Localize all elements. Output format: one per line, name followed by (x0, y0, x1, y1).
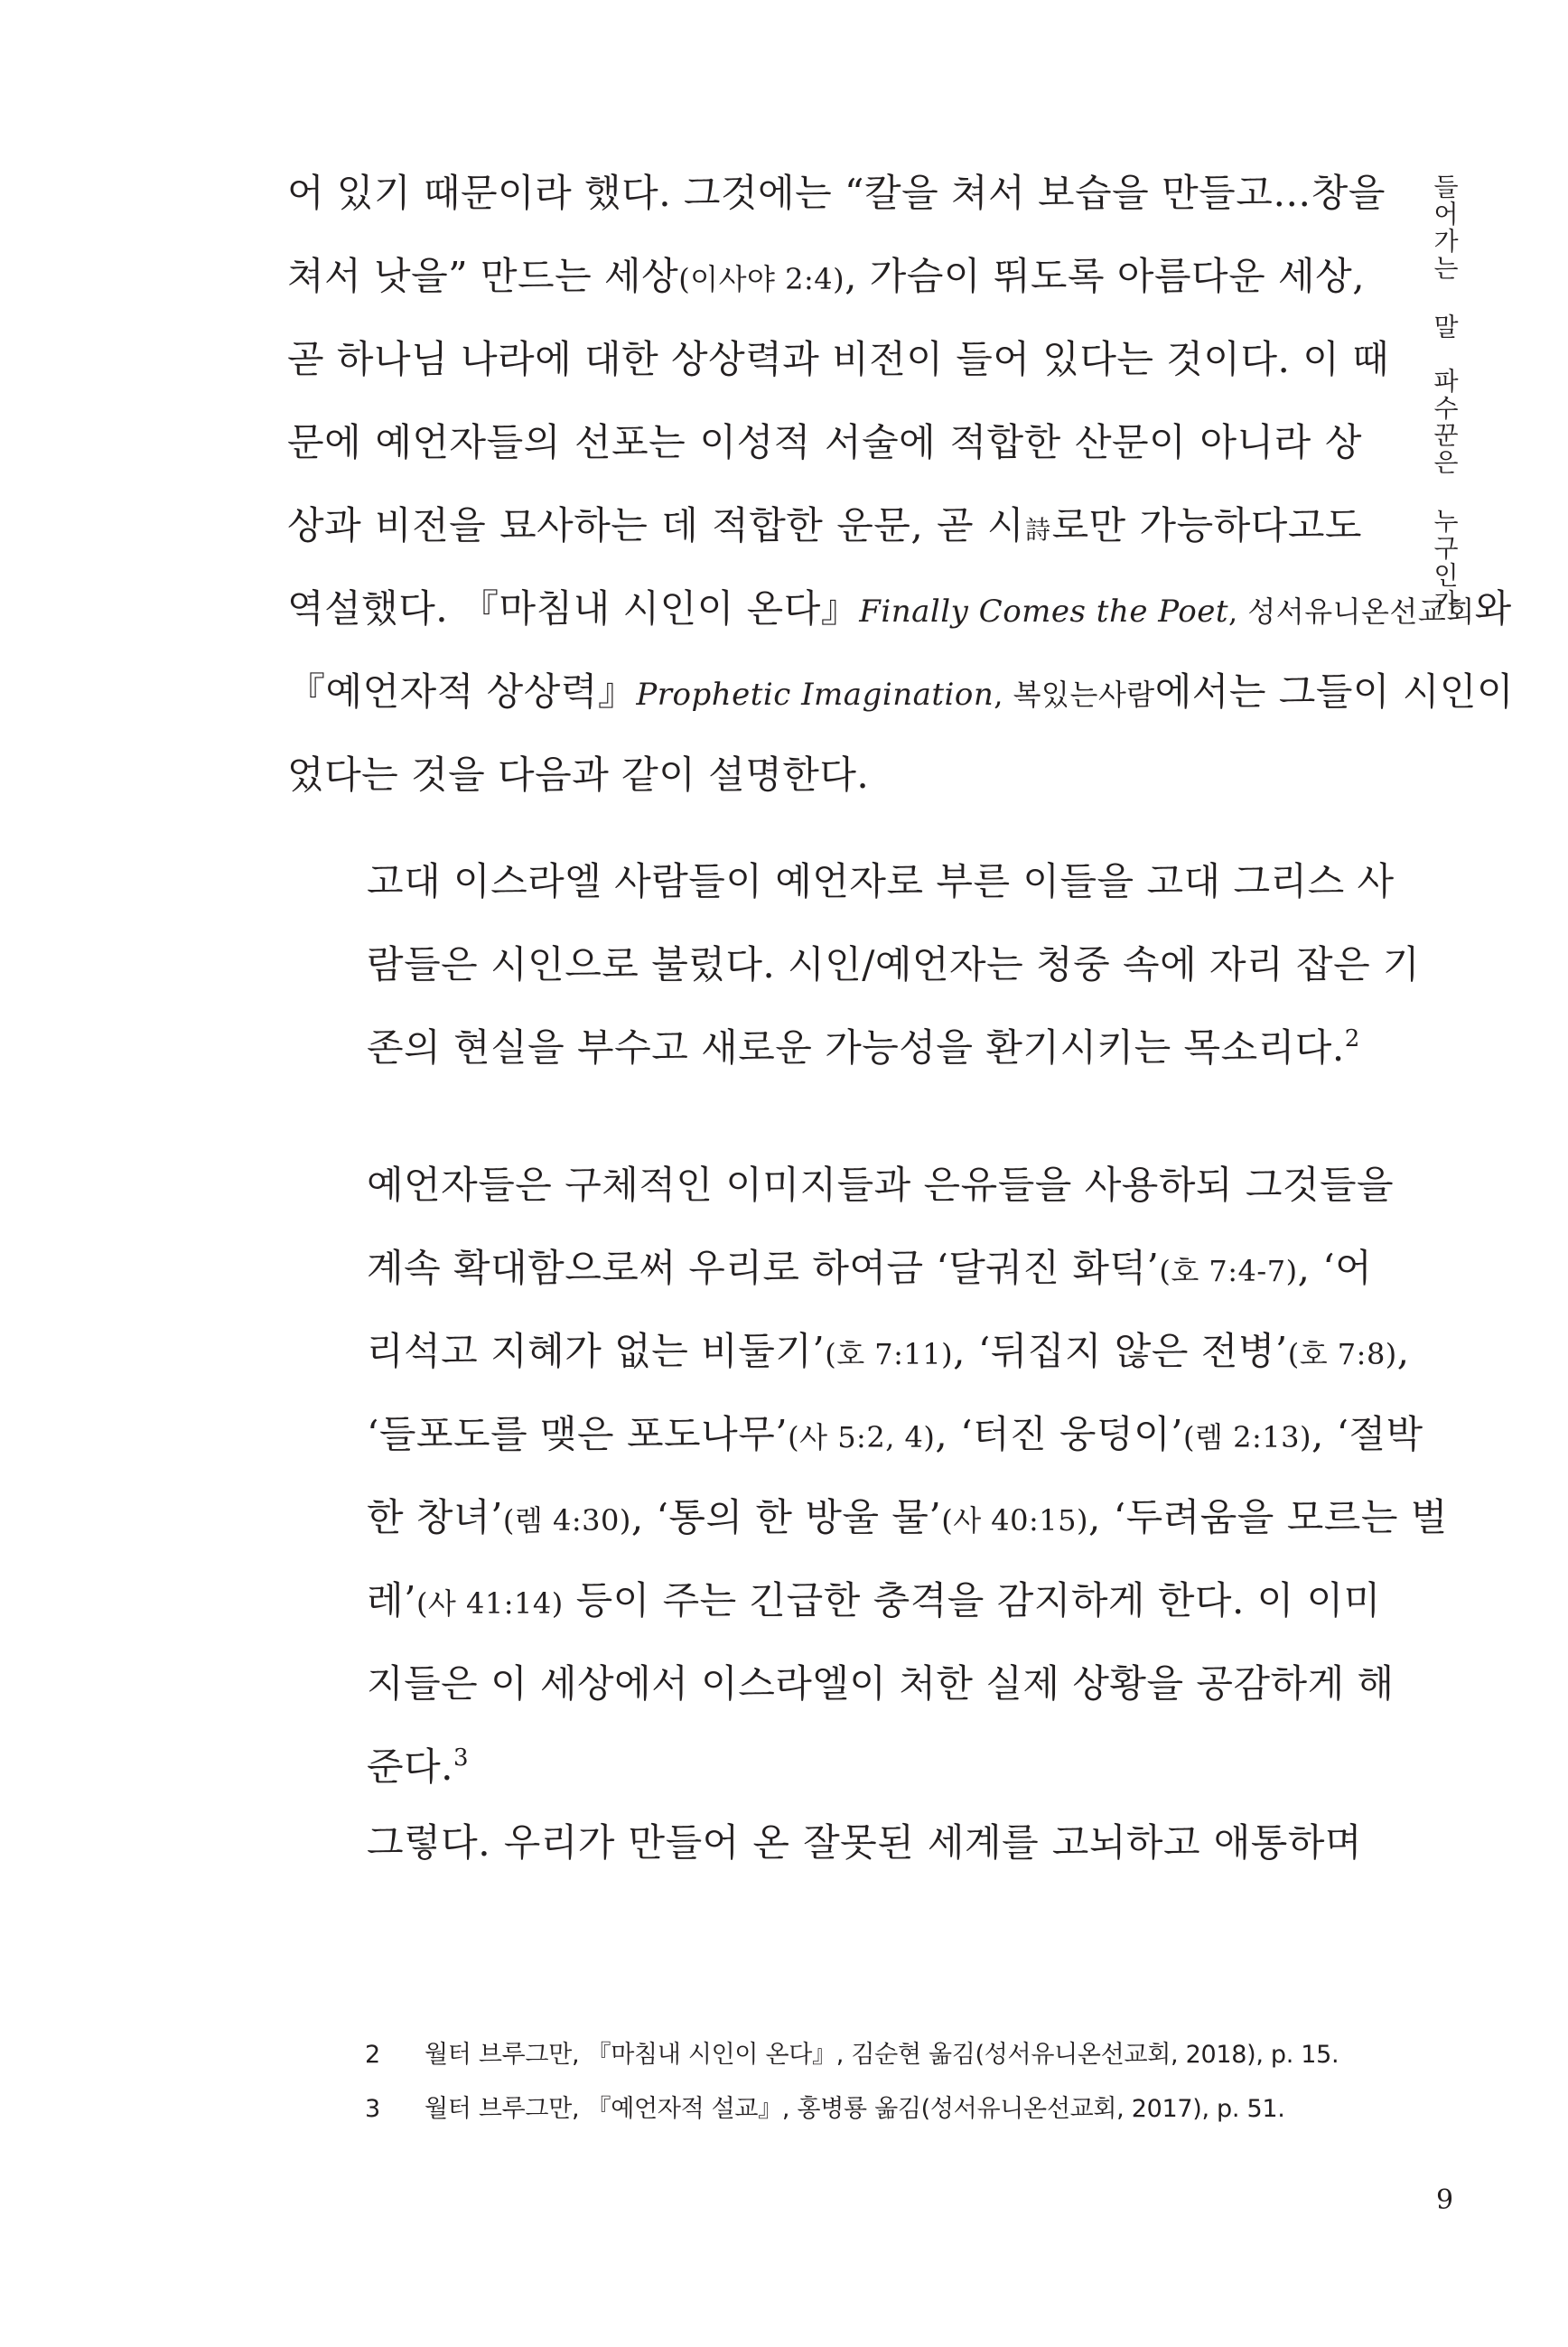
page-number: 9 (1436, 2184, 1454, 2216)
scripture-reference: (이사야 2:4) (678, 262, 845, 296)
text-line: 었다는 것을 다음과 같이 설명한다. (287, 753, 870, 797)
body-paragraph-2 (367, 1801, 1362, 1884)
footnote-number: 3 (365, 2095, 381, 2123)
text-line: 그렇다. 우리가 만들어 온 잘못된 세계를 고뇌하고 애통하며 (367, 1820, 1362, 1865)
text-line: 문에 예언자들의 선포는 이성적 서술에 적합한 산문이 아니라 상 (287, 420, 1362, 464)
scripture-reference: (사 40:15) (941, 1503, 1089, 1538)
text-line: 리석고 지혜가 없는 비둘기’(호 7:11), ‘뒤집지 않은 전병’(호 7:8), (367, 1329, 1410, 1373)
text-line: 역설했다. 『마침내 시인이 온다』Finally Comes the Poet, 성서유니온선교회와 (287, 586, 1512, 631)
hanja-gloss: 詩 (1024, 515, 1052, 545)
footnote-text: 월터 브루그만, 『예언자적 설교』, 홍병룡 옮김(성서유니온선교회, 2017), p. 51. (425, 2095, 1285, 2123)
running-head (1423, 173, 1462, 616)
running-head-part: 들어가는 말 (1430, 173, 1460, 341)
scripture-reference: (호 7:4-7) (1159, 1254, 1298, 1288)
footnote-text: 월터 브루그만, 『마침내 시인이 온다』, 김순현 옮김(성서유니온선교회, 2018), p. 15. (425, 2041, 1339, 2069)
english-title: Prophetic Imagination (636, 677, 994, 713)
scripture-reference: (호 7:8) (1287, 1337, 1397, 1371)
text-line: ‘들포도를 맺은 포도나무’(사 5:2, 4), ‘터진 웅덩이’(렘 2:13), ‘절박 (367, 1412, 1423, 1456)
footnote-ref[interactable]: 3 (453, 1744, 470, 1772)
text-line: 계속 확대함으로써 우리로 하여금 ‘달궈진 화덕’(호 7:4-7), ‘어 (367, 1246, 1373, 1290)
block-quote-1 (367, 840, 1421, 1089)
block-quote-2 (367, 1144, 1448, 1809)
text-line: 람들은 시인으로 불렀다. 시인/예언자는 청중 속에 자리 잡은 기 (367, 942, 1421, 986)
scripture-reference: (호 7:11) (825, 1337, 954, 1371)
text-line: 존의 현실을 부수고 새로운 가능성을 환기시키는 목소리다.$^2$ (367, 1025, 1360, 1070)
text-line: 지들은 이 세상에서 이스라엘이 처한 실제 상황을 공감하게 해 (367, 1661, 1395, 1706)
publisher: , 복있는사람 (994, 678, 1155, 712)
scripture-reference: (렘 4:30) (502, 1503, 631, 1538)
running-head-title: 파수꾼은 누구인가 (1430, 368, 1460, 616)
text-line: 어 있기 때문이라 했다. 그것에는 “칼을 쳐서 보습을 만들고…창을 (287, 171, 1386, 215)
scripture-reference: (사 5:2, 4) (788, 1420, 936, 1454)
text-line: 한 창녀’(렘 4:30), ‘통의 한 방울 물’(사 40:15), ‘두려움을 모르는 벌 (367, 1495, 1448, 1539)
scripture-reference: (사 41:14) (415, 1586, 564, 1621)
footnote-ref[interactable]: 2 (1344, 1025, 1360, 1052)
footnote-number: 2 (365, 2041, 381, 2069)
scripture-reference: (렘 2:13) (1183, 1420, 1311, 1454)
text-line: 레’(사 41:14) 등이 주는 긴급한 충격을 감지하게 한다. 이 이미 (367, 1578, 1381, 1622)
publisher: , 성서유니온선교회 (1228, 594, 1475, 629)
text-line: 고대 이스라엘 사람들이 예언자로 부른 이들을 고대 그리스 사 (367, 859, 1395, 903)
text-line: 예언자들은 구체적인 이미지들과 은유들을 사용하되 그것들을 (367, 1163, 1395, 1207)
text-line: 쳐서 낫을” 만드는 세상(이사야 2:4), 가슴이 뛰도록 아름다운 세상, (287, 254, 1366, 298)
english-title: Finally Comes the Poet (859, 594, 1229, 630)
text-line: 준다.$^3$ (367, 1744, 470, 1789)
text-line: 곧 하나님 나라에 대한 상상력과 비전이 들어 있다는 것이다. 이 때 (287, 337, 1390, 381)
text-line: 『예언자적 상상력』Prophetic Imagination, 복있는사람에서는 그들이 시인이 (287, 669, 1515, 714)
text-line: 상과 비전을 묘사하는 데 적합한 운문, 곧 시詩로만 가능하다고도 (287, 503, 1362, 547)
